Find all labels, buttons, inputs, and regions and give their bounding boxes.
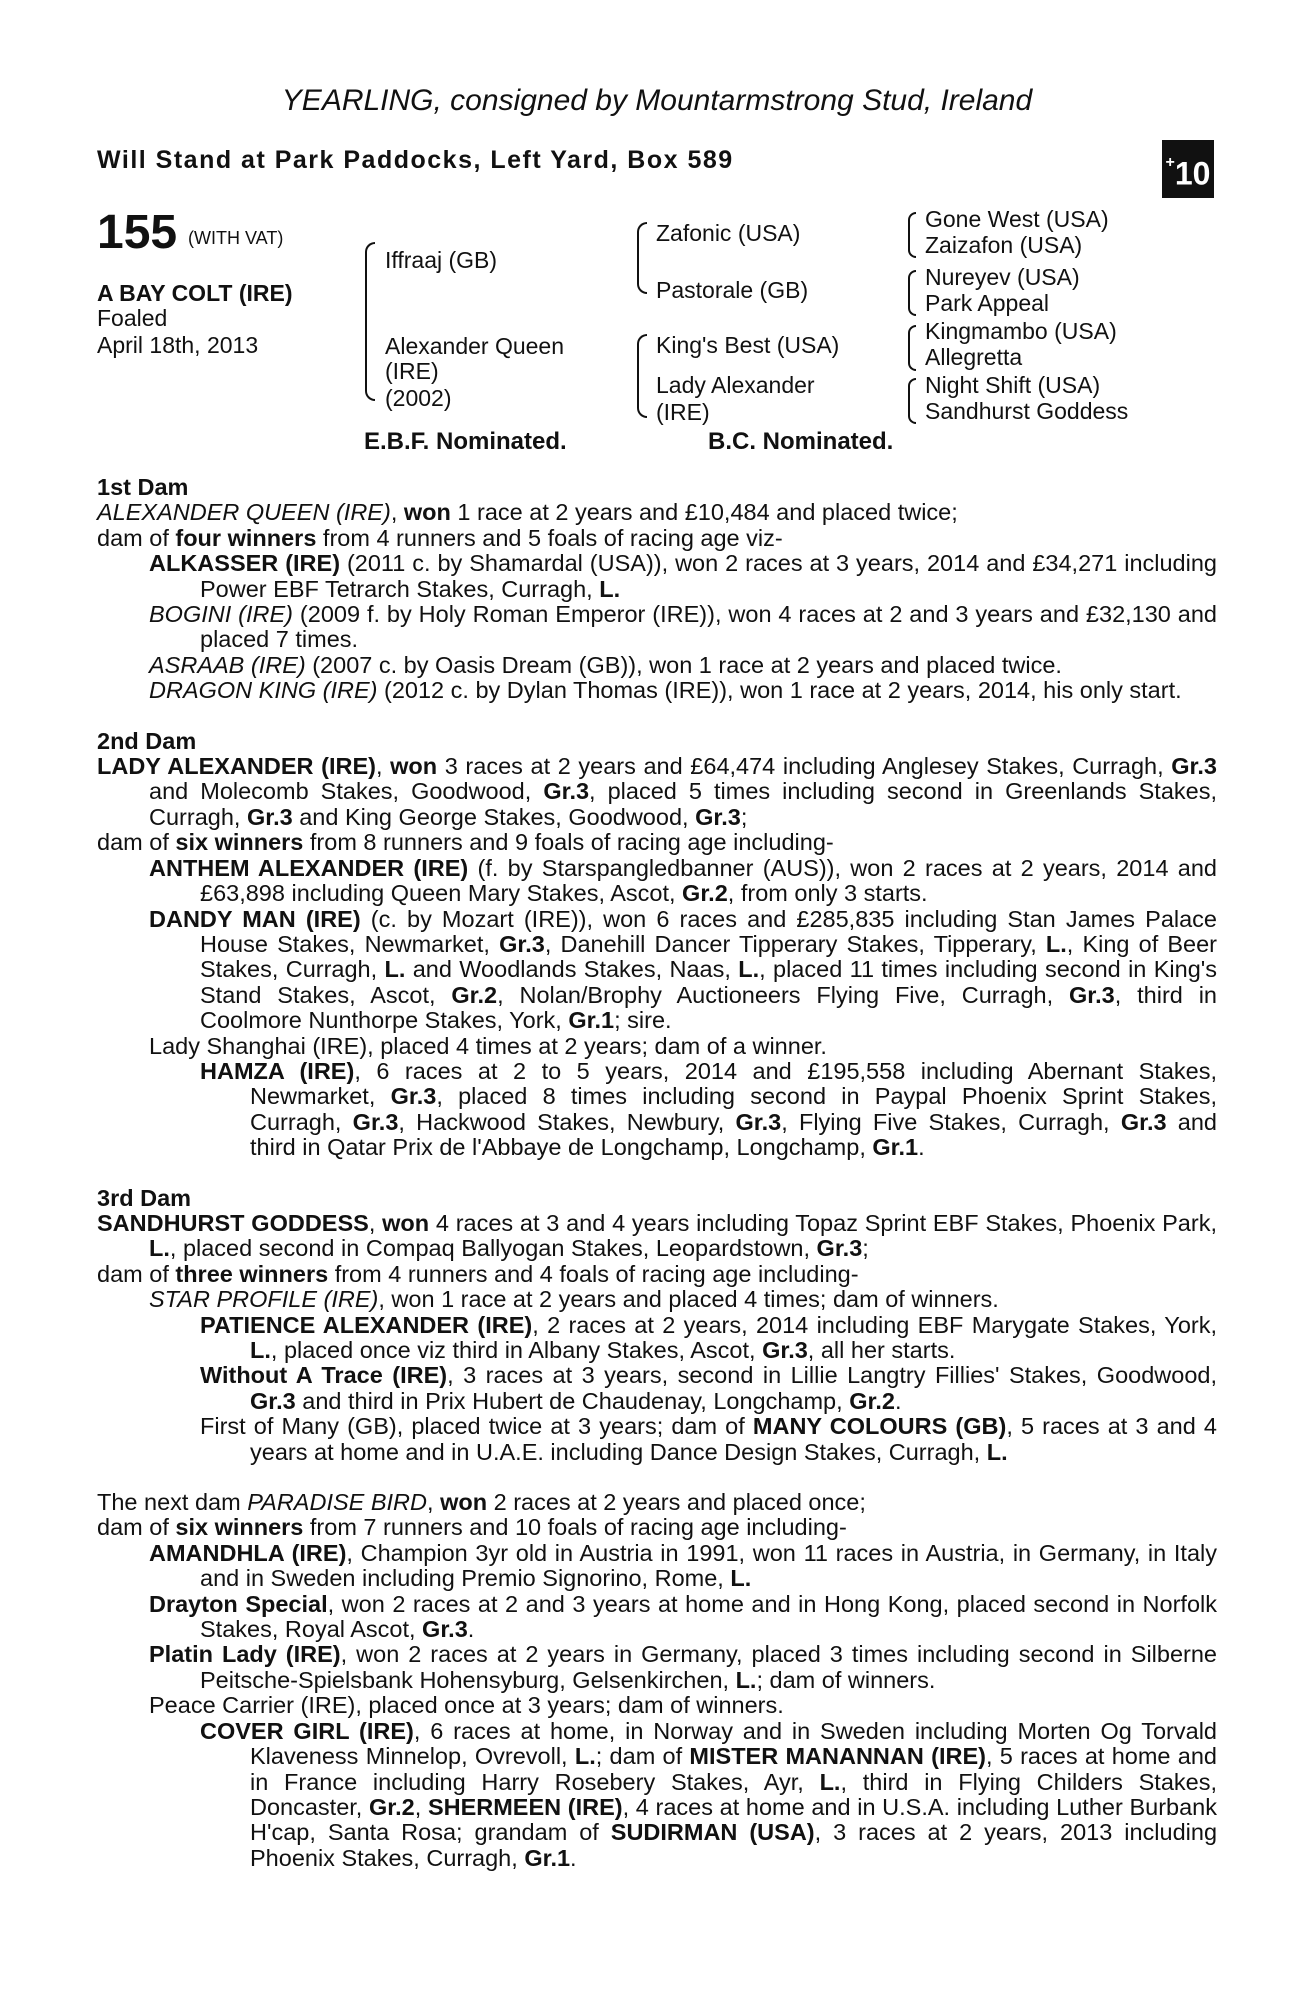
text: , 6 races at 2 to 5 years, 2014 and £195,558 including Abernant Stakes, Newmarket, xyxy=(250,1057,1217,1110)
text: dam of xyxy=(97,829,176,856)
text: , third in Flying Childers Stakes, Doncaster, xyxy=(250,1768,1217,1820)
text: The next dam xyxy=(97,1489,248,1516)
winners-count: three winners xyxy=(175,1260,329,1287)
listed: L. xyxy=(738,956,760,983)
text: , 2 races at 2 years, 2014 including EBF Marygate Stakes, York, xyxy=(532,1311,1217,1338)
text: , won 2 races at 2 years in Germany, placed 3 times including second in Silberne Peitsche-Spielsbank Hohensyburg, Gelsenkirchen, xyxy=(200,1641,1217,1693)
grade: Gr.3 xyxy=(735,1108,782,1135)
second-dam-produce-summary xyxy=(97,830,1217,855)
won: won xyxy=(382,1209,430,1236)
text: , 6 races at home, in Norway and in Sweden including Morten Og Torvald Klaveness Minnelop, Ovrevoll, xyxy=(250,1717,1217,1770)
text: , Hackwood Stakes, Newbury, xyxy=(398,1108,736,1135)
listed: L. xyxy=(986,1438,1008,1465)
horse-name: SUDIRMAN (USA) xyxy=(610,1819,815,1846)
text: and Molecomb Stakes, Goodwood, xyxy=(149,778,544,805)
text: dam of xyxy=(97,1514,176,1541)
listed: L. xyxy=(735,1666,757,1693)
winners-count: six winners xyxy=(175,1514,304,1541)
text: (2007 c. by Oasis Dream (GB)), won 1 race at 2 years and placed twice. xyxy=(305,651,1062,678)
ebf-nominated: E.B.F. Nominated. xyxy=(364,428,567,455)
produce-entry xyxy=(97,1592,1217,1643)
text: ; dam of xyxy=(595,1743,690,1770)
text: 3 races at 2 years and £64,474 including Anglesey Stakes, Curragh, xyxy=(437,753,1172,780)
horse-name: DRAGON KING (IRE) xyxy=(149,677,378,704)
horse-name: ALKASSER (IRE) xyxy=(149,550,341,577)
listed: L. xyxy=(574,1743,596,1770)
text: , Danehill Dancer Tipperary Stakes, Tipperary, xyxy=(544,930,1046,957)
grade: Gr.3 xyxy=(1120,1108,1167,1135)
first-dam-record: ALEXANDER QUEEN (IRE), won 1 race at 2 years and £10,484 and placed twice; xyxy=(97,499,958,526)
text: , placed once viz third in Albany Stakes, Ascot, xyxy=(270,1337,763,1363)
horse-name: ANTHEM ALEXANDER (IRE) xyxy=(149,854,469,881)
sire: Iffraaj (GB) xyxy=(385,247,498,273)
dam-name: LADY ALEXANDER (IRE) xyxy=(97,753,376,780)
grade: Gr.3 xyxy=(499,930,545,957)
stand-location: Will Stand at Park Paddocks, Left Yard, Box 589 xyxy=(97,146,734,174)
text: 4 races at 3 and 4 years including Topaz Sprint EBF Stakes, Phoenix Park, xyxy=(429,1209,1217,1236)
produce-entry xyxy=(97,856,1217,907)
dss: Kingmambo (USA) xyxy=(925,318,1117,344)
produce-entry xyxy=(97,678,1217,703)
listed: L. xyxy=(819,1768,841,1795)
horse-name: STAR PROFILE (IRE) xyxy=(149,1286,379,1313)
lot-description: A BAY COLT (IRE) xyxy=(97,280,293,306)
produce-entry xyxy=(97,551,1217,602)
produce-entry xyxy=(97,602,1217,653)
badge-mark: + xyxy=(1165,154,1175,171)
listed: L. xyxy=(250,1337,271,1363)
grade: Gr.2 xyxy=(682,880,728,907)
produce-entry xyxy=(97,1642,1217,1693)
text: (c. by Mozart (IRE)), won 6 races and £285,835 including Stan James Palace House Stakes, Newmarket, xyxy=(200,905,1217,957)
ssd: Zaizafon (USA) xyxy=(925,232,1083,258)
grade: Gr.3 xyxy=(422,1616,468,1643)
foaled-date: April 18th, 2013 xyxy=(97,332,259,358)
winners-count: four winners xyxy=(175,524,317,551)
lot-number: 155 xyxy=(97,206,178,259)
listed: L. xyxy=(149,1235,170,1262)
listed: L. xyxy=(730,1565,752,1592)
text: , won 2 races at 2 and 3 years at home and in Hong Kong, placed second in Norfolk Stakes, Royal Ascot, xyxy=(200,1590,1217,1643)
listed: L. xyxy=(1045,930,1067,957)
lot-badge xyxy=(1162,140,1214,198)
text: from 7 runners and 10 foals of racing age including- xyxy=(303,1514,847,1541)
dam-sire: King's Best (USA) xyxy=(656,332,840,358)
grade: Gr.3 xyxy=(762,1337,808,1363)
grade: Gr.1 xyxy=(524,1844,571,1871)
text: , Nolan/Brophy Auctioneers Flying Five, Curragh, xyxy=(497,981,1070,1008)
second-dam-heading: 2nd Dam xyxy=(97,727,197,754)
text: 1 race at 2 years and £10,484 and placed twice; xyxy=(450,499,958,526)
pedigree-brace-dam xyxy=(637,334,647,418)
text: , placed second in Compaq Ballyogan Stakes, Leopardstown, xyxy=(169,1235,817,1262)
grade: Gr.3 xyxy=(543,778,590,805)
brace-1 xyxy=(908,212,916,258)
horse-name: Drayton Special xyxy=(149,1590,328,1617)
next-dam-record xyxy=(97,1490,1217,1515)
dam-name: PARADISE BIRD xyxy=(247,1489,427,1516)
text: , all her starts. xyxy=(807,1337,956,1363)
text: , third in Coolmore Nunthorpe Stakes, York, xyxy=(200,981,1217,1034)
text: . xyxy=(918,1134,925,1161)
text: , xyxy=(427,1489,441,1516)
horse-name: AMANDHLA (IRE) xyxy=(149,1539,347,1566)
sss: Gone West (USA) xyxy=(925,206,1109,232)
dam-line2: (IRE) xyxy=(385,358,439,384)
badge-number: 10 xyxy=(1174,155,1211,192)
bc-nominated: B.C. Nominated. xyxy=(708,428,894,455)
page-title: YEARLING, consigned by Mountarmstrong Stud, Ireland xyxy=(281,84,1033,117)
text: dam of xyxy=(97,1260,176,1287)
text: and third in Prix Hubert de Chaudenay, Longchamp, xyxy=(295,1387,850,1414)
foaled-label: Foaled xyxy=(97,305,168,331)
text: , 5 races at home and in France including Harry Rosebery Stakes, Ayr, xyxy=(250,1743,1217,1795)
brace-2 xyxy=(908,270,916,316)
pedigree-brace-sire xyxy=(637,222,647,294)
produce-entry xyxy=(97,1313,1217,1364)
text: and Woodlands Stakes, Naas, xyxy=(405,956,739,983)
winners-count: six winners xyxy=(175,829,304,856)
grade: Gr.3 xyxy=(250,1387,296,1414)
listed: L. xyxy=(599,575,621,602)
dam-dam-line1: Lady Alexander xyxy=(656,372,815,398)
text: , Flying Five Stakes, Curragh, xyxy=(781,1108,1121,1135)
grade: Gr.3 xyxy=(1171,753,1217,780)
horse-name: MANY COLOURS (GB) xyxy=(752,1413,1007,1440)
grade: Gr.3 xyxy=(695,803,741,830)
dds: Night Shift (USA) xyxy=(925,372,1101,398)
dam-line3: (2002) xyxy=(385,385,452,411)
sire-dam: Pastorale (GB) xyxy=(656,277,809,303)
grade: Gr.2 xyxy=(369,1793,415,1820)
catalogue-body xyxy=(97,475,1217,1871)
sdd: Park Appeal xyxy=(925,290,1050,316)
text: , 3 races at 3 years, second in Lillie Langtry Fillies' Stakes, Goodwood, xyxy=(447,1362,1217,1389)
text: , 3 races at 2 years, 2013 including Phoenix Stakes, Curragh, xyxy=(250,1819,1218,1871)
text: , King of Beer Stakes, Curragh, xyxy=(200,930,1218,983)
text: 2 races at 2 years and placed once; xyxy=(487,1489,866,1516)
grade: Gr.1 xyxy=(872,1134,919,1161)
grade: Gr.2 xyxy=(849,1387,895,1414)
text: ; dam of winners. xyxy=(756,1666,936,1693)
pedigree-brace-main xyxy=(365,242,375,401)
grade: Gr.3 xyxy=(352,1108,399,1135)
first-dam-name: ALEXANDER QUEEN (IRE) xyxy=(97,499,391,526)
dsd: Allegretta xyxy=(925,344,1023,370)
produce-entry xyxy=(97,1541,1217,1592)
produce-entry: Lady Shanghai (IRE), placed 4 times at 2 years; dam of a winner. xyxy=(149,1032,827,1059)
text: , placed 11 times including second in King's Stand Stakes, Ascot, xyxy=(200,956,1217,1008)
dam-dam-line2: (IRE) xyxy=(656,399,710,425)
text: dam of xyxy=(97,524,176,551)
lot-vat: (WITH VAT) xyxy=(188,228,284,248)
text: ; xyxy=(740,803,748,830)
third-dam-produce-summary xyxy=(97,1262,1217,1287)
horse-name: SHERMEEN (IRE) xyxy=(427,1793,623,1820)
text: from 4 runners and 5 foals of racing age viz- xyxy=(316,524,783,551)
text: and King George Stakes, Goodwood, xyxy=(292,803,696,830)
horse-name: Without A Trace (IRE) xyxy=(200,1362,448,1389)
horse-name: HAMZA (IRE) xyxy=(200,1057,355,1084)
horse-name: Platin Lady (IRE) xyxy=(149,1641,341,1668)
sds: Nureyev (USA) xyxy=(925,264,1080,290)
text: , won 1 race at 2 years and placed 4 times; dam of winners. xyxy=(378,1286,999,1313)
first-dam-heading: 1st Dam xyxy=(97,474,189,500)
text: , from only 3 starts. xyxy=(727,880,928,907)
dam-name: SANDHURST GODDESS xyxy=(97,1209,369,1236)
text: and third in Qatar Prix de l'Abbaye de Longchamp, Longchamp, xyxy=(250,1108,1217,1161)
produce-entry xyxy=(97,653,1217,678)
text: , xyxy=(414,1793,428,1820)
text: , Champion 3yr old in Austria in 1991, won 11 races in Austria, in Germany, in Italy and in Sweden including Premio Signorino, Rome, xyxy=(200,1539,1217,1592)
text: (f. by Starspangledbanner (AUS)), won 2 races at 2 years, 2014 and £63,898 including Queen Mary Stakes, Ascot, xyxy=(200,854,1217,907)
horse-name: PATIENCE ALEXANDER (IRE) xyxy=(200,1311,533,1338)
text: from 4 runners and 4 foals of racing age including- xyxy=(328,1260,859,1287)
horse-name: BOGINI (IRE) xyxy=(149,601,294,628)
text: . xyxy=(570,1844,577,1871)
horse-name: ASRAAB (IRE) xyxy=(149,651,306,678)
horse-name: COVER GIRL (IRE) xyxy=(200,1717,414,1744)
text: ; xyxy=(862,1235,869,1262)
dam-line1: Alexander Queen xyxy=(385,333,565,359)
produce-entry xyxy=(97,907,1217,1034)
first-dam-produce-summary xyxy=(97,526,1217,551)
text: , placed 8 times including second in Paypal Phoenix Sprint Stakes, Curragh, xyxy=(250,1083,1217,1135)
grade: Gr.3 xyxy=(816,1235,863,1262)
grade: Gr.3 xyxy=(1069,981,1115,1008)
produce-entry xyxy=(97,1414,1217,1465)
horse-name: MISTER MANANNAN (IRE) xyxy=(689,1743,986,1770)
won: won xyxy=(440,1489,488,1516)
text: (2012 c. by Dylan Thomas (IRE)), won 1 race at 2 years, 2014, his only start. xyxy=(377,677,1182,704)
produce-entry xyxy=(97,1719,1217,1871)
text: , placed 5 times including second in Greenlands Stakes, Curragh, xyxy=(149,778,1217,830)
produce-entry xyxy=(97,1363,1217,1414)
produce-entry: Peace Carrier (IRE), placed once at 3 years; dam of winners. xyxy=(149,1692,784,1719)
brace-3 xyxy=(908,325,916,371)
sire-sire: Zafonic (USA) xyxy=(656,220,801,246)
text: , 4 races at home and in U.S.A. including Luther Burbank H'cap, Santa Rosa; grandam of xyxy=(250,1793,1217,1846)
brace-4 xyxy=(908,378,916,424)
grade: Gr.3 xyxy=(246,803,293,830)
text: (2011 c. by Shamardal (USA)), won 2 races at 3 years, 2014 and £34,271 including Power EBF Tetrarch Stakes, Curragh, xyxy=(200,550,1217,602)
ddd: Sandhurst Goddess xyxy=(925,398,1129,424)
won: won xyxy=(403,499,451,526)
text: (2009 f. by Holy Roman Emperor (IRE)), won 4 races at 2 and 3 years and £32,130 and placed 7 times. xyxy=(200,601,1217,653)
grade: Gr.3 xyxy=(390,1083,437,1110)
next-dam-produce-summary xyxy=(97,1515,1217,1540)
text: . xyxy=(467,1616,475,1643)
won: won xyxy=(390,753,438,780)
grade: Gr.1 xyxy=(568,1007,615,1034)
third-dam-record: SANDHURST GODDESS, won 4 races at 3 and 4 years including Topaz Sprint EBF Stakes, Phoenix Park, L., placed second in Compaq Ballyogan Stakes, Leopardstown, Gr.3; xyxy=(97,1209,1217,1262)
text: . xyxy=(894,1387,902,1414)
produce-entry xyxy=(97,1287,1217,1312)
third-dam-heading: 3rd Dam xyxy=(97,1184,192,1211)
grade: Gr.2 xyxy=(451,981,498,1008)
horse-name: DANDY MAN (IRE) xyxy=(149,905,361,932)
produce-entry xyxy=(97,1059,1217,1161)
text: , 5 races at 3 and 4 years at home and in U.A.E. including Dance Design Stakes, Curragh, xyxy=(250,1413,1218,1465)
listed: L. xyxy=(384,956,406,983)
second-dam-record: LADY ALEXANDER (IRE), won 3 races at 2 years and £64,474 including Anglesey Stakes, Curragh, Gr.3 and Molecomb Stakes, Goodwood, Gr.3, placed 5 times including second in Greenlands Stakes, Curragh, Gr.3 and King George Stakes, Goodwood, Gr.3; xyxy=(97,753,1217,830)
text: ; sire. xyxy=(614,1007,672,1034)
text: First of Many (GB), placed twice at 3 years; dam of xyxy=(200,1413,753,1440)
text: from 8 runners and 9 foals of racing age including- xyxy=(303,829,834,856)
